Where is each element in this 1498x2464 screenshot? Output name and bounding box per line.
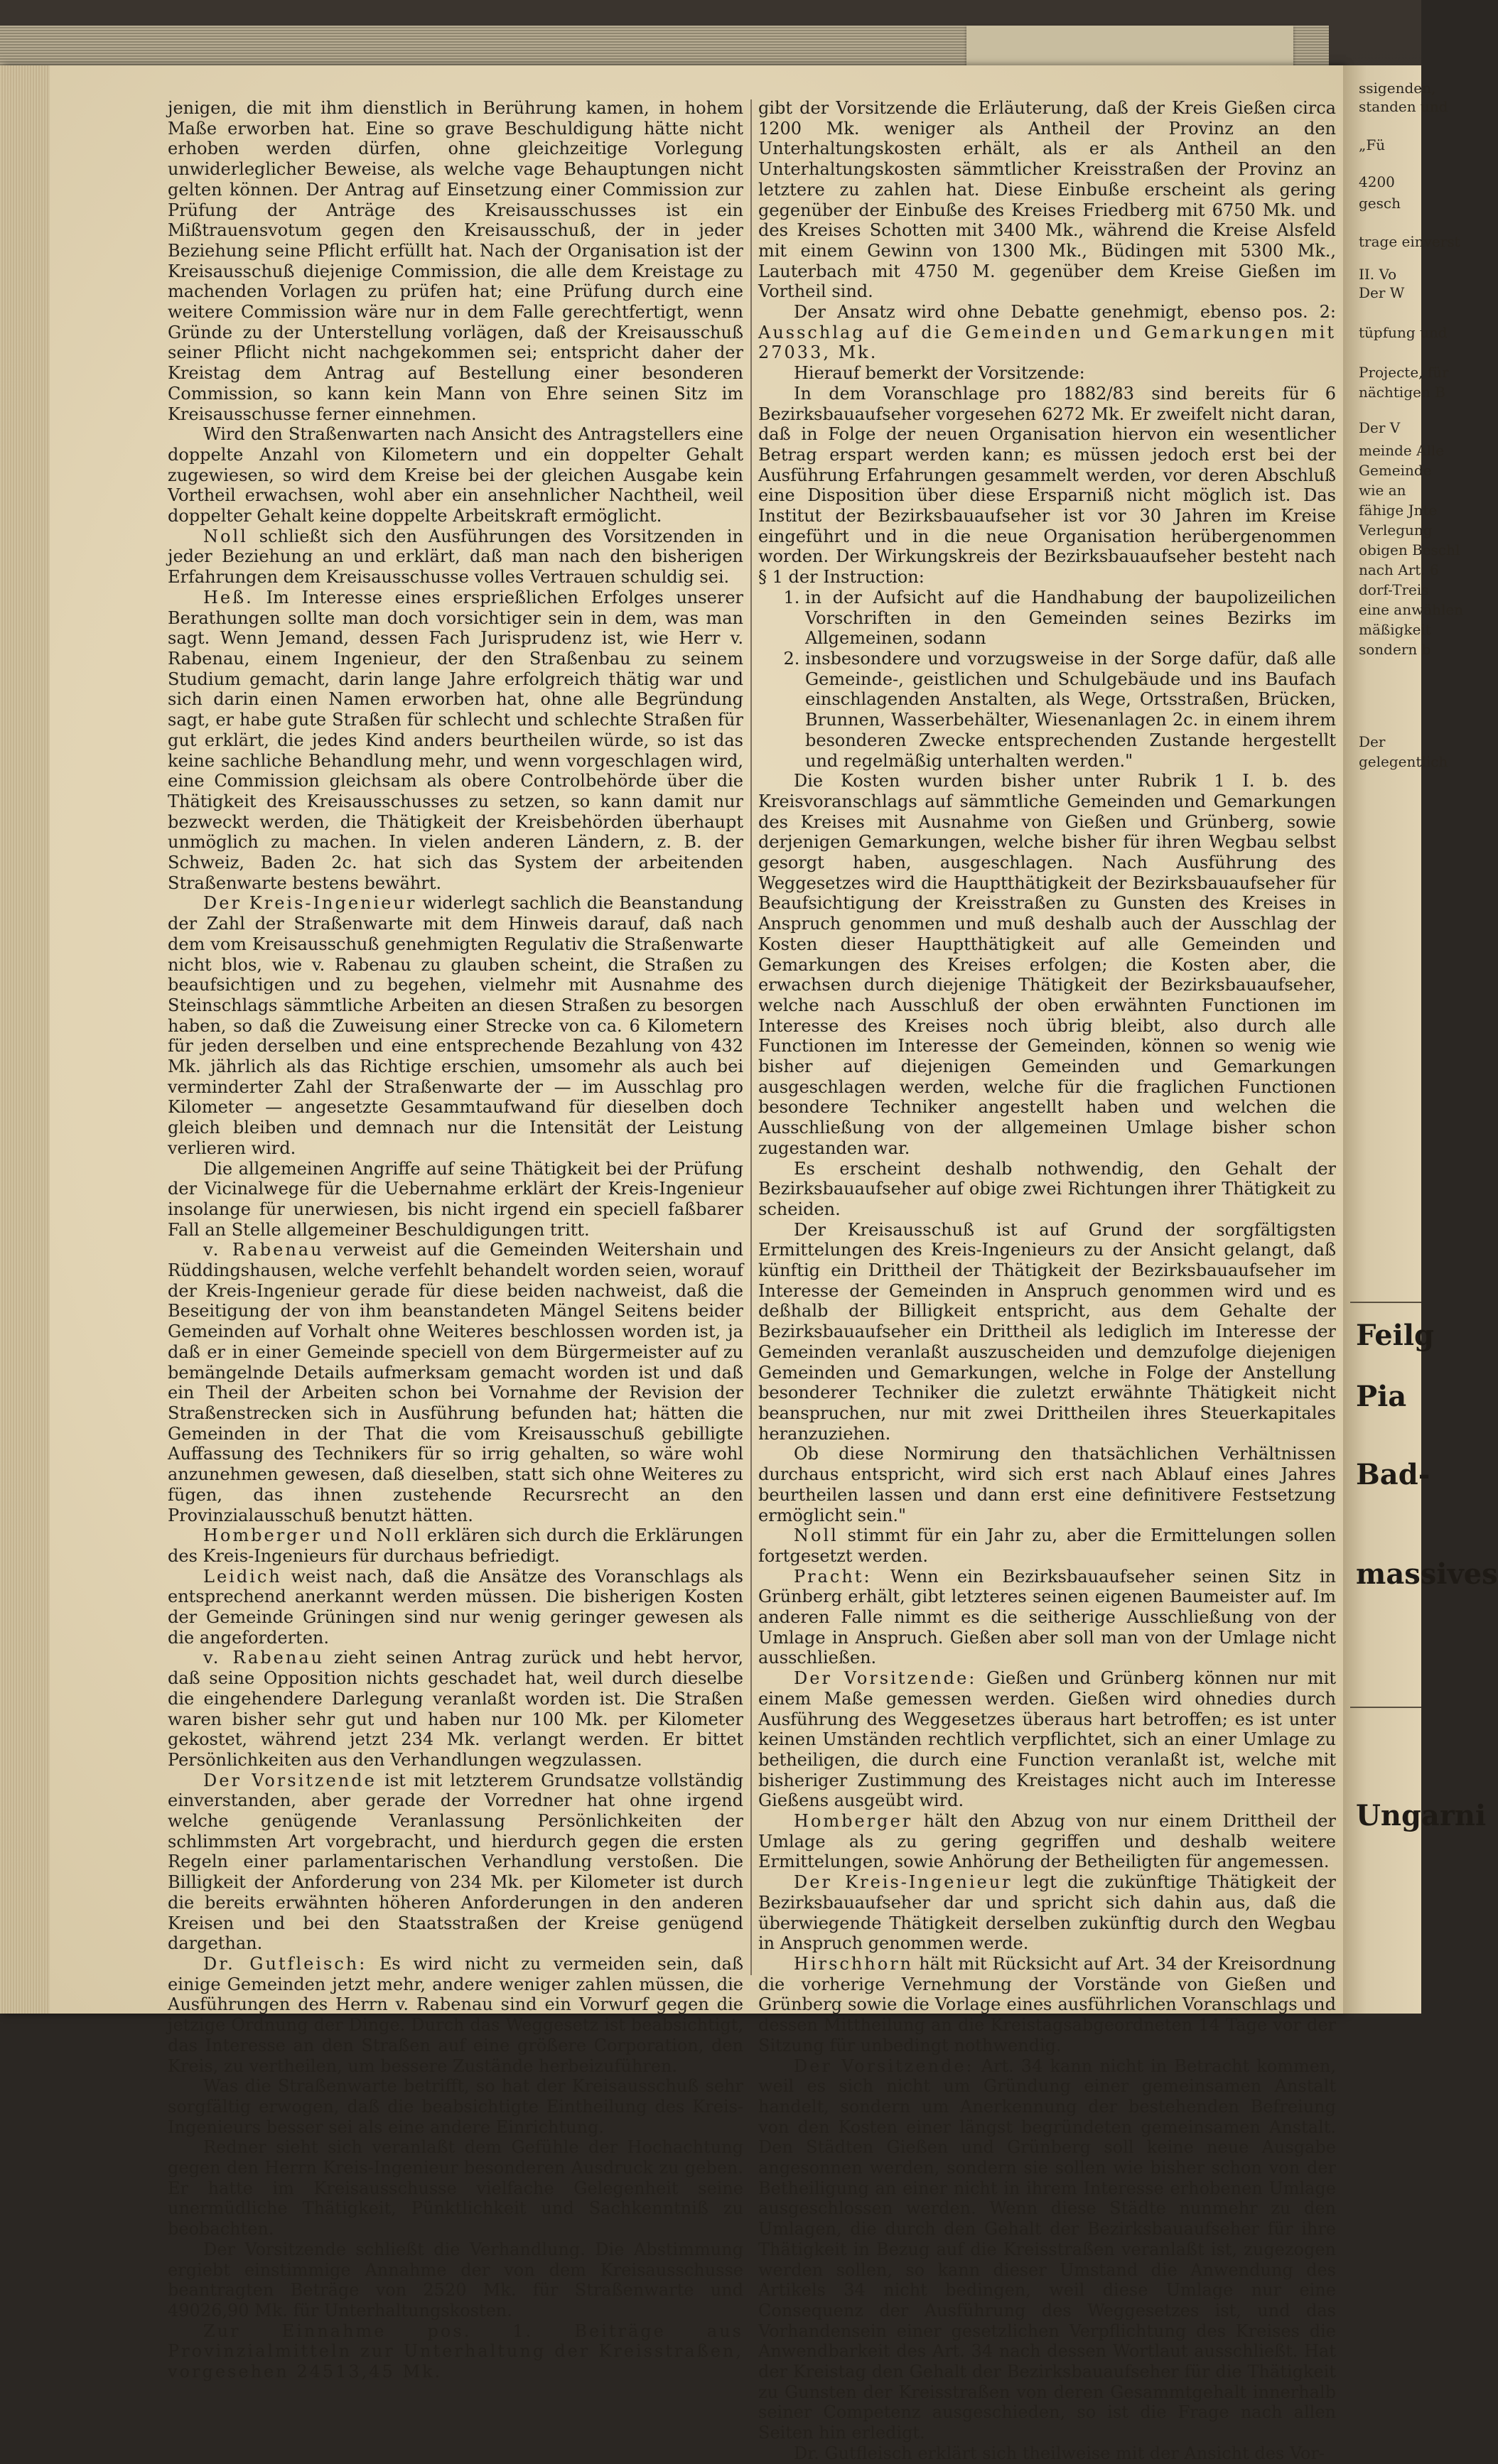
paragraph-text: zieht seinen Antrag zurück und hebt hervor, daß seine Opposition nichts geschadet hat, weil durch dieselbe die eingehendere Darlegung veranlaßt worden ist. Die Straßen waren bisher sehr gut und haben nur 100 Mk. per Kilometer gekostet, während jetzt 234 Mk. verlangt werden. Er bittet Persönlichkeiten aus den Verhandlungen wegzulassen. — [168, 1648, 744, 1770]
fragment-text: Der — [1359, 733, 1386, 750]
speaker-name: Der Vorsitzende: — [794, 1668, 977, 1689]
fragment-text: Verlegung — [1359, 522, 1433, 539]
left-column — [168, 98, 743, 2382]
ad-heading: Pia — [1356, 1380, 1407, 1413]
fragment-text: obigen Beschl — [1359, 541, 1460, 558]
paragraph-text: hält den Abzug von nur einem Drittheil der Umlage als zu gering gegriffen und deshalb weitere Ermittelungen, sowie Anhörung der Betheiligten für angemessen. — [758, 1811, 1336, 1872]
fragment-text: fähige Jnte — [1359, 502, 1438, 519]
speaker-name: Heß. — [203, 587, 254, 607]
paragraph — [758, 302, 1336, 363]
fragment-text: standen und — [1359, 98, 1448, 115]
paragraph-text: erklären sich durch die Erklärungen des Kreis-Ingenieurs für durchaus befriedigt. — [168, 1525, 743, 1566]
paragraph-text: Art. 34 kann nicht in Betracht kommen, weil es sich nicht um Gründung einer gemeinsamen Anstalt handelt, sondern um Anerkennung der bestehenden Befreiung von den Kosten einer längst begründeten gemeinsamen Anstalt. Den Städten Gießen und Grünberg soll keine neue Ausgabe angesonnen werden, sondern sie sollen wie bisher schon von der Betheiligung an einer nicht in ihrem Interesse erhobenen Umlage ausgeschlossen werden. Wenn diese Städte nunmehr zu den Umlagen, die durch den Gehalt der Bezirksbauaufseher für ihre Thätigkeit in Bezug auf die Kreisstraßen veranlaßt ist, zugezogen werden sollen, so kann dieser Umstand die Anwendung des Artikels 34 nicht bedingen, weil diese Umlage nur eine Consequenz der Ausführung des Weggesetzes ist, und das Vorhandensein einer gesetzlichen Verpflichtung des Kreises die Anwendbarkeit des Art. 34 nach dessen Wortlaut ausschließt. Hat der Kreistag den Gehalt der Bezirksbauaufseher für die Thätigkeit zu Gunsten der Kreisstraßen von deren Gesammtgehalt innerhalb seiner Competenz ausgeschieden, so ist die Frage nach allen Seiten hin erledigt. — [758, 2055, 1336, 2443]
paragraph-text: Es wird nicht zu vermeiden sein, daß einige Gemeinden jetzt mehr, andere weniger zahlen müssen, die Ausführungen des Herrn v. Rabenau sind ein Vorwurf gegen die jetzige Ordnung der Dinge. Durch das Weggesetz ist beabsichtigt, das Interesse an den Straßen auf eine größere Corporation, den Kreis, zu vertheilen, um bessere Zustände herbeizuführen. — [168, 1953, 743, 2076]
fragment-text: eine anwählen — [1359, 601, 1464, 618]
fragment-text: Gemeinde — [1359, 462, 1432, 479]
paragraph — [758, 1668, 1336, 1811]
paragraph-text: stimmt für ein Jahr zu, aber die Ermittelungen sollen fortgesetzt werden. — [758, 1525, 1336, 1566]
paragraph — [168, 1525, 743, 1566]
paragraph — [758, 1525, 1336, 1566]
list-item: 2. insbesondere und vorzugsweise in der Sorge dafür, daß alle Gemeinde-, geistlichen und Schulgebäude und ins Baufach einschlagenden Anstalten, als Wege, Ortsstraßen, Brücken, Brunnen, Wasserbehälter, Wiesenanlagen 2c. in einem ihrem besonderen Zwecke entsprechenden Zustande hergestellt und regelmäßig unterhalten werden." — [805, 649, 1336, 771]
paragraph-text: weist nach, daß die Ansätze des Voranschlags als entsprechend anerkannt werden müssen. Die bisherigen Kosten der Gemeinde Grüningen sind nur wenig geringer gewesen als die angeforderten. — [168, 1566, 743, 1648]
fragment-text: Projecte, für — [1359, 364, 1449, 381]
fragment-text: mäßigkeit — [1359, 621, 1431, 638]
paragraph-text: Der Ansatz wird ohne Debatte genehmigt, ebenso pos. 2: — [794, 302, 1336, 323]
paragraph — [168, 1648, 743, 1770]
fragment-text: dorf-Treis — [1359, 581, 1429, 598]
speaker-name: v. Rabenau — [203, 1648, 325, 1668]
fragment-text: trage einverst — [1359, 233, 1460, 250]
paragraph-text: schließt sich den Ausführungen des Vorsitzenden in jeder Beziehung an und erklärt, daß man nach den bisherigen Erfahrungen dem Kreisausschusse volles Vertrauen schuldig sei. — [168, 526, 743, 588]
paragraph — [168, 893, 743, 1158]
speaker-name: Dr. Gutfleisch — [794, 2443, 912, 2463]
paragraph: Die allgemeinen Angriffe auf seine Thätigkeit bei der Prüfung der Vicinalwege für die Uebernahme erklärt der Kreis-Ingenieur insolange für unerwiesen, bis nicht irgend ein speciell faßbarer Fall an Stelle allgemeiner Beschuldigungen tritt. — [168, 1158, 743, 1240]
adjacent-page-fragment — [1343, 65, 1498, 2014]
fragment-text: „Fü — [1359, 136, 1386, 153]
column-divider — [750, 99, 752, 1975]
paragraph — [758, 1811, 1336, 1872]
fragment-text: Der V — [1359, 419, 1401, 436]
paragraph: Redner sieht sich veranlaßt dem Gefühle der Hochachtung gegen den Herrn Kreis-Ingenieur besonderen Ausdruck zu geben. Er hatte im Kreisausschusse vielfache Gelegenheit seine unermüdliche Thätigkeit, Pünktlichkeit und Sachkenntniß zu beobachten. — [168, 2137, 743, 2239]
ad-heading: Ungarni — [1356, 1799, 1487, 1832]
paragraph-text: legt die zukünftige Thätigkeit der Bezirksbauaufseher dar und spricht sich dahin aus, daß die überwiegende Thätigkeit derselben zukünftig durch den Wegbau in Anspruch genommen werde. — [758, 1872, 1336, 1954]
paragraph — [758, 1872, 1336, 1954]
speaker-name: Leidich — [203, 1566, 282, 1587]
paragraph: Hierauf bemerkt der Vorsitzende: — [794, 363, 1085, 384]
paragraph-text-spaced: Ausschlag auf die Gemeinden und Gemarkungen mit 27033, Mk. — [758, 322, 1336, 363]
right-column — [758, 98, 1336, 2464]
speaker-name: Der Vorsitzende: — [794, 2055, 974, 2076]
ad-heading: Feilg — [1356, 1319, 1435, 1352]
fragment-text: sondern b — [1359, 641, 1431, 658]
fragment-text: gesch — [1359, 195, 1401, 212]
paragraph-text: verweist auf die Gemeinden Weitershain und Rüddingshausen, welche verfehlt behandelt worden seien, worauf der Kreis-Ingenieur gerade für diese beiden nachweist, daß die Beseitigung der von ihm beanstandeten Mängel Seitens beider Gemeinden auf Vorhalt ohne Weiteres beschlossen worden ist, ja daß er in einer Gemeinde speciell von dem Bürgermeister auf zu bemängelnde Details aufmerksam gemacht worden ist und daß ein Theil der Arbeiten schon bei Vornahme der Revision der Straßenstrecken sich in Ausführung befunden hat; hätten die Gemeinden in der That die vom Kreisausschuß gebilligte Auffassung des Technikers für so irrig gehalten, so wäre wohl anzunehmen gewesen, daß dieselben, statt sich ohne Weiteres zu fügen, das ihnen zustehende Recursrecht an den Provinzialausschuß benutzt hätten. — [168, 1240, 743, 1525]
list-item: 1. in der Aufsicht auf die Handhabung der baupolizeilichen Vorschriften in den Gemeinden seines Bezirks im Allgemeinen, sodann — [805, 588, 1336, 649]
paragraph: Zur Einnahme pos. 1. Beiträge aus Provinzialmitteln zur Unterhaltung der Kreisstraßen, vorgesehen 24513,45 Mk. — [168, 2320, 743, 2382]
ad-heading: Bad- — [1356, 1458, 1430, 1491]
paragraph — [168, 526, 743, 588]
fragment-text: wie an — [1359, 482, 1406, 499]
paragraph: gibt der Vorsitzende die Erläuterung, daß der Kreis Gießen circa 1200 Mk. weniger als Antheil der Provinz an den Unterhaltungskosten erhält, als er als Antheil an den Unterhaltungskosten sämmtlicher Kreisstraßen der Provinz an letztere zu zahlen hat. Diese Einbuße erscheint als gering gegenüber der Einbuße des Kreises Friedberg mit 6750 Mk. und des Kreises Schotten mit 3400 Mk., während die Kreise Alsfeld mit einem Gewinn von 1300 Mk., Büdingen mit 5300 Mk., Lauterbach mit 4750 M. gegenüber dem Kreise Gießen im Vortheil sind. — [758, 98, 1336, 302]
paragraph-text: Wenn ein Bezirksbauaufseher seinen Sitz in Grünberg erhält, gibt letzteres seinen eigenen Baumeister auf. Im anderen Falle nimmt es die seitherige Ausschließung von der Umlage in Anspruch. Gießen aber soll man von der Umlage nicht ausschließen. — [758, 1566, 1336, 1668]
paragraph: jenigen, die mit ihm dienstlich in Berührung kamen, in hohem Maße erworben hat. Eine so grave Beschuldigung hätte nicht erhoben werden dürfen, ohne gleichzeitige Vorlegung unwiderleglicher Beweise, als welche vage Behauptungen nicht gelten können. Der Antrag auf Einsetzung einer Commission zur Prüfung der Anträge des Kreisausschusses ist ein Mißtrauensvotum gegen den Kreisausschuß, der in jeder Beziehung seine Pflicht erfüllt hat. Nach der Organisation ist der Kreisausschuß diejenige Commission, die alle dem Kreistage zu machenden Vorlagen zu prüfen hat; eine Prüfung durch eine weitere Commission wäre nur in dem Falle gerechtfertigt, wenn Gründe zu der Unterstellung vorlägen, daß der Kreisausschuß seiner Pflicht nicht nachgekommen sei; entspricht daher der Kreistag dem Antrag auf Bestellung einer besonderen Commission, so kann kein Mann von Ehre seinen Sitz im Kreisausschusse ferner einnehmen. — [168, 98, 743, 424]
paragraph — [758, 2443, 1336, 2464]
speaker-name: v. Rabenau — [203, 1240, 324, 1260]
paragraph — [168, 1771, 743, 1954]
paragraph-text: Gießen und Grünberg können nur mit einem Maße gemessen werden. Gießen wird ohnedies durch Ausführung des Weggesetzes überaus hart betroffen; es ist unter keinen Umständen rechtlich verpflichtet, sich an einer Umlage zu betheiligen, die durch eine Function veranlaßt ist, welche mit bisheriger Zustimmung des Kreistages nicht auch im Interesse Gießens ausgeübt wird. — [758, 1668, 1336, 1811]
fragment-rule — [1350, 1707, 1421, 1708]
paragraph: In dem Voranschlage pro 1882/83 sind bereits für 6 Bezirksbauaufseher vorgesehen 6272 Mk. Er zweifelt nicht daran, daß in Folge der neuen Organisation hiervon ein wesentlicher Betrag erspart werden kann; es müssen jedoch erst bei der Ausführung Erfahrungen gesammelt werden, vor deren Abschluß eine Disposition über diese Ersparniß nicht möglich ist. Das Institut der Bezirksbauaufseher ist vor 30 Jahren im Kreise eingeführt und in die neue Organisation herübergenommen worden. Der Wirkungskreis der Bezirksbauaufseher besteht nach § 1 der Instruction: — [758, 383, 1336, 588]
speaker-name: Noll — [794, 1525, 839, 1546]
speaker-name: Der Vorsitzende — [203, 1770, 377, 1790]
ad-heading: massives — [1356, 1557, 1498, 1591]
instruction-list — [758, 588, 1336, 771]
speaker-name: Hirschhorn — [794, 1953, 914, 1974]
speaker-name: Der Kreis-Ingenieur — [794, 1872, 1013, 1893]
paragraph: Der Vorsitzende schließt die Verhandlung. Die Abstimmung ergiebt einstimmige Annahme der von dem Kreisausschusse beantragten Beträge von 2520 Mk. für Straßenwarte und 49026,90 Mk. für Unterhaltungskosten. — [168, 2239, 743, 2320]
paragraph: Wird den Straßenwarten nach Ansicht des Antragstellers eine doppelte Anzahl von Kilometern und ein doppelter Gehalt zugewiesen, so wird dem Kreise bei der gleichen Ausgabe kein Vortheil erwachsen, wohl aber ein ansehnlicher Nachtheil, weil doppelter Gehalt keine doppelte Arbeitskraft ermöglicht. — [168, 424, 743, 526]
paragraph: Was die Straßenwarte betrifft, so hat der Kreisausschuß sehr sorgfältig erwogen, daß die beabsichtigte Eintheilung des Kreis-Ingenieurs besser sei als eine andere Einrichtung. — [168, 2076, 743, 2137]
speaker-name: Noll — [203, 526, 248, 546]
fragment-text: 4200 — [1359, 173, 1395, 190]
paragraph-text: ist mit letzterem Grundsatze vollständig einverstanden, aber gerade der Vorredner hat ohne irgend welche genügende Veranlassung Persönlichkeiten der schlimmsten Art vorgebracht, und hierdurch gegen die ersten Regeln einer parlamentarischen Verhandlung verstoßen. Die Billigkeit der Anforderung von 234 Mk. per Kilometer ist durch die bereits erwähnten höheren Anforderungen in den anderen Kreisen und bei den Staatsstraßen der Kreise genügend dargethan. — [168, 1770, 743, 1954]
paragraph-text: hält mit Rücksicht auf Art. 34 der Kreisordnung die vorherige Vernehmung der Vorstände von Gießen und Grünberg sowie die Vorlage eines ausführlichen Voranschlags und dessen Mittheilung an die Kreistagsabgeordneten 14 Tage vor der Sitzung für unbedingt nothwendig. — [758, 1953, 1336, 2055]
paragraph — [758, 1567, 1336, 1669]
fragment-text: nach Art. 6 — [1359, 561, 1439, 578]
fragment-text: ssigenden, — [1359, 80, 1436, 97]
fragment-text: nächtigen B — [1359, 384, 1445, 401]
paragraph: Der Kreisausschuß ist auf Grund der sorgfältigsten Ermittelungen des Kreis-Ingenieurs zu der Ansicht gelangt, daß künftig ein Drittheil der Thätigkeit der Bezirksbauaufseher im Interesse der Gemeinden in Anspruch genommen wird und es deßhalb der Billigkeit entspricht, aus dem Gehalte der Bezirksbauaufseher ein Drittheil als lediglich im Interesse der Gemeinden veranlaßt auszuscheiden und demzufolge diejenigen Gemeinden und Gemarkungen, welche in Folge der Anstellung besonderer Techniker die zuletzt erwähnte Thätigkeit nicht beanspruchen, nur mit zwei Drittheilen ihres Steuerkapitales heranzuziehen. — [758, 1219, 1336, 1444]
fragment-text: meinde Alle — [1359, 442, 1445, 459]
paragraph: Die Kosten wurden bisher unter Rubrik 1 I. b. des Kreisvoranschlags auf sämmtliche Gemeinden und Gemarkungen des Kreises mit Ausnahme von Gießen und Grünberg, sowie derjenigen Gemarkungen, welche bisher für ihren Wegbau selbst gesorgt haben, ausgeschlagen. Nach Ausführung des Weggesetzes wird die Hauptthätigkeit der Bezirksbauaufseher für Beaufsichtigung der Kreisstraßen zu Gunsten des Kreises in Anspruch genommen und muß deshalb auch der Ausschlag der Kosten dieser Hauptthätigkeit auf alle Gemeinden und Gemarkungen des Kreises erfolgen; die Kosten aber, die erwachsen durch diejenige Thätigkeit der Bezirksbauaufseher, welche nach Ausschluß der oben erwähnten Functionen im Interesse des Kreises noch übrig bleibt, also durch alle Functionen im Interesse der Gemeinden, können so wenig wie bisher auf diejenigen Gemeinden und Gemarkungen ausgeschlagen werden, welche für die fraglichen Functionen besondere Techniker angestellt haben und welchen die Ausschließung von der allgemeinen Umlage bisher schon zugestanden war. — [758, 771, 1336, 1158]
paragraph — [168, 1240, 743, 1525]
paragraph — [168, 1954, 743, 2076]
fragment-text: gelegentlich — [1359, 753, 1448, 770]
fragment-text: Der W — [1359, 284, 1405, 301]
paragraph-text: widerlegt sachlich die Beanstandung der Zahl der Straßenwarte mit dem Hinweis darauf, daß nach dem vom Kreisausschuß genehmigten Regulativ die Straßenwarte nicht blos, wie v. Rabenau zu glauben scheint, die Straßen zu beaufsichtigen und zu begehen, vielmehr mit Ausnahme des Steinschlags sämmtliche Arbeiten an diesen Straßen zu besorgen haben, so daß die Zuweisung einer Strecke von ca. 6 Kilometern für jeden derselben und eine entsprechende Bezahlung von 432 Mk. jährlich als das Richtige erschien, umsomehr als auch bei verminderter Zahl der Straßenwarte der — im Ausschlag pro Kilometer — angesetzte Gesammtaufwand für dieselben doch gleich bleiben und demnach nur die Intensität der Leistung verlieren wird. — [168, 893, 743, 1158]
fragment-rule — [1350, 1302, 1421, 1303]
paragraph — [168, 588, 743, 894]
speaker-name: Homberger — [794, 1811, 913, 1832]
page-stack-edge — [0, 26, 1329, 68]
paragraph — [758, 1954, 1336, 2056]
paragraph — [758, 2056, 1336, 2443]
speaker-name: Dr. Gutfleisch: — [203, 1953, 367, 1974]
paragraph-text: Im Interesse eines ersprießlichen Erfolges unserer Berathungen sollte man doch vorsichtiger sein in dem, was man sagt. Wenn Jemand, dessen Fach Jurisprudenz ist, wie Herr v. Rabenau, einem Ingenieur, der den Straßenbau zu seinem Studium gemacht, darin lange Jahre erfolgreich thätig war und sich darin einen Namen erworben hat, ohne alle Begründung sagt, er habe gute Straßen für schlecht und schlechte Straßen für gut erklärt, die jedes Kind anders beurtheilen würde, so ist das keine sachliche Behandlung mehr, und wenn vorgeschlagen wird, eine Commission gleichsam als obere Controlbehörde über die Thätigkeit des Kreisausschusses zu setzen, so kann damit nur bezweckt werden, die Thätigkeit der Kreisbehörden überhaupt unmöglich zu machen. In vielen anderen Ländern, z. B. der Schweiz, Baden 2c. hat sich das System der arbeitenden Straßenwarte bestens bewährt. — [168, 587, 743, 893]
page-gutter — [0, 65, 50, 2014]
speaker-name: Pracht: — [794, 1566, 872, 1587]
paragraph — [168, 1567, 743, 1648]
speaker-name: Der Kreis-Ingenieur — [203, 893, 417, 914]
fragment-text: II. Vo — [1359, 266, 1397, 283]
speaker-name: Homberger und Noll — [203, 1525, 422, 1546]
paragraph: Es erscheint deshalb nothwendig, den Gehalt der Bezirksbauaufseher auf obige zwei Richtungen ihrer Thätigkeit zu scheiden. — [758, 1158, 1336, 1219]
paragraph: Ob diese Normirung den thatsächlichen Verhältnissen durchaus entspricht, wird sich erst nach Ablauf eines Jahres beurtheilen lassen und dann erst eine definitivere Festsetzung ermöglicht sein." — [758, 1444, 1336, 1525]
fragment-text: tüpfung und — [1359, 324, 1448, 341]
paragraph-text: erklärt sich theilweise mit der Ansicht des Vor- — [912, 2443, 1325, 2463]
